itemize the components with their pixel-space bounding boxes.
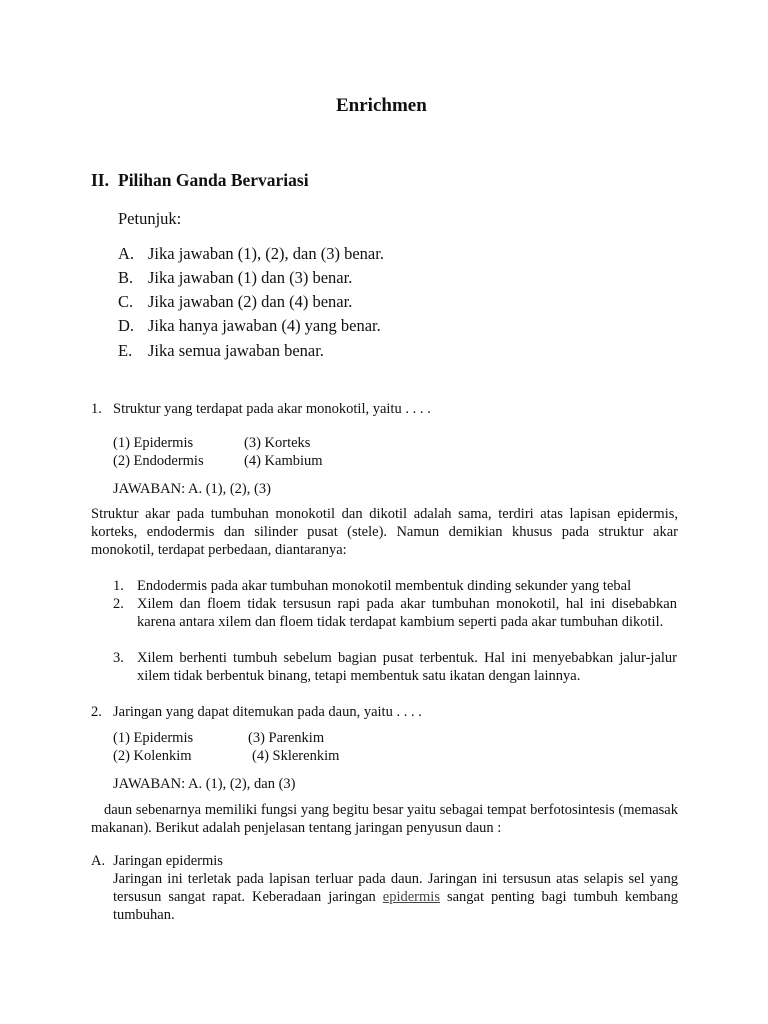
choice-1: (1) Epidermis [113, 730, 194, 746]
option-text: Jika jawaban (2) dan (4) benar. [148, 292, 353, 311]
explanation: daun sebenarnya memiliki fungsi yang begitu besar yaitu sebagai tempat berfotosintesis (memasak makanan). Berikut adalah penjelasan tentang jaringan penyusun daun : [91, 802, 678, 836]
choice-4: (4) Sklerenkim [252, 748, 340, 764]
option-letter: E. [118, 341, 133, 360]
question-text: Struktur yang terdapat pada akar monokotil, yaitu . . . . [113, 401, 431, 417]
choice-1: (1) Epidermis [113, 435, 194, 451]
petunjuk-label: Petunjuk: [118, 209, 182, 228]
option-text: Jika jawaban (1), (2), dan (3) benar. [148, 244, 384, 263]
option-text: Jika hanya jawaban (4) yang benar. [148, 316, 381, 335]
point-number: 1. [113, 578, 124, 594]
option-text: Jika semua jawaban benar. [148, 341, 324, 360]
option-letter: D. [118, 316, 135, 335]
subsection-text [113, 870, 678, 924]
point-text: Xilem berhenti tumbuh sebelum bagian pusat terbentuk. Hal ini menyebabkan jalur-jalur xilem tidak berbentuk binang, tetapi membentuk satu ikatan dengan lainnya. [137, 650, 677, 684]
explanation: Struktur akar pada tumbuhan monokotil dan dikotil adalah sama, terdiri atas lapisan epidermis, korteks, endodermis dan silinder pusat (stele). Namun demikian khusus pada struktur akar monokotil, terdapat perbedaan, diantaranya: [91, 506, 678, 558]
section-title: Pilihan Ganda Bervariasi [118, 170, 309, 190]
choice-2: (2) Kolenkim [113, 748, 192, 764]
choice-3: (3) Korteks [244, 435, 311, 451]
option-text: Jika jawaban (1) dan (3) benar. [148, 268, 353, 287]
subsection-letter: A. [91, 853, 106, 869]
point-text: Xilem dan floem tidak tersusun rapi pada akar tumbuhan monokotil, hal ini disebabkan karena antara xilem dan floem tidak terdapat kambium seperti pada akar tumbuhan dikotil. [137, 596, 677, 630]
choice-2: (2) Endodermis [113, 453, 204, 469]
question-number: 2. [91, 704, 102, 720]
point-text: Endodermis pada akar tumbuhan monokotil membentuk dinding sekunder yang tebal [137, 578, 632, 594]
choice-4: (4) Kambium [244, 453, 323, 469]
section-number: II. [91, 170, 109, 190]
point-number: 2. [113, 596, 124, 612]
subsection-text-after: sangat penting bagi tumbuh kembang tumbuhan. [113, 889, 678, 923]
option-letter: C. [118, 292, 134, 311]
option-letter: A. [118, 244, 135, 263]
answer: JAWABAN: A. (1), (2), dan (3) [113, 776, 296, 792]
epidermis-link[interactable]: epidermis [382, 889, 440, 905]
subsection-title: Jaringan epidermis [113, 853, 223, 869]
question-number: 1. [91, 401, 102, 417]
choice-3: (3) Parenkim [248, 730, 325, 746]
answer: JAWABAN: A. (1), (2), (3) [113, 481, 271, 497]
question-text: Jaringan yang dapat ditemukan pada daun, yaitu . . . . [113, 704, 422, 720]
subsection-text-before: Jaringan ini terletak pada lapisan terluar pada daun. Jaringan ini tersusun atas selapis sel yang tersusun sangat rapat. Keberadaan jaringan [113, 871, 678, 905]
page-title: Enrichmen [336, 95, 427, 116]
point-number: 3. [113, 650, 124, 666]
option-letter: B. [118, 268, 134, 287]
